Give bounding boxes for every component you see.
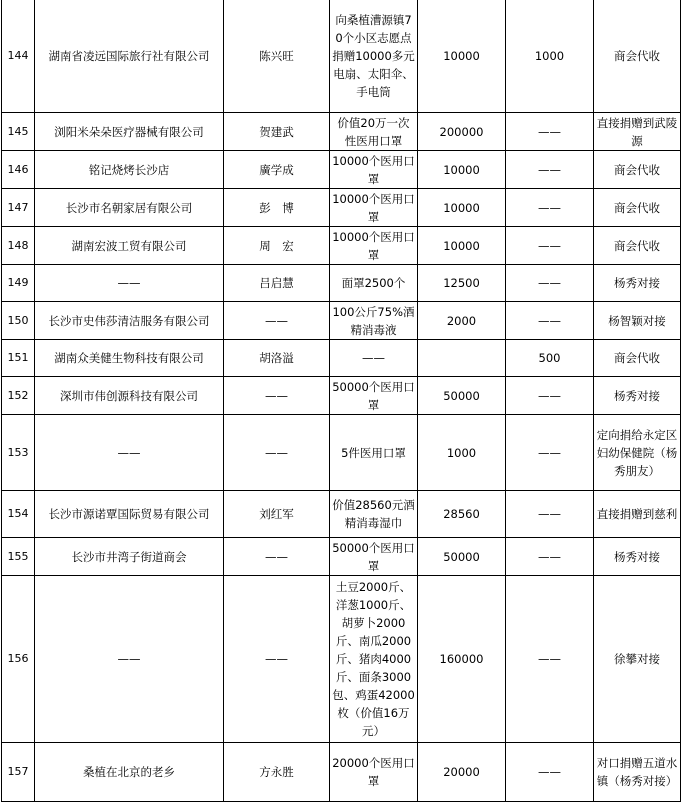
- row-number: 154: [2, 491, 35, 538]
- donated-items: 100公斤75%酒精消毒液: [330, 302, 418, 340]
- table-row: [2, 491, 681, 538]
- table-row: [2, 377, 681, 415]
- cash-amount: ——: [506, 743, 594, 802]
- item-value: 20000: [418, 743, 506, 802]
- cash-amount: ——: [506, 538, 594, 576]
- donated-items: 5件医用口罩: [330, 415, 418, 491]
- item-value: 10000: [418, 0, 506, 113]
- donor-org: 长沙市井湾子街道商会: [35, 538, 224, 576]
- cash-amount: ——: [506, 491, 594, 538]
- remark: 杨秀对接: [594, 265, 681, 302]
- contact-person: ——: [224, 538, 330, 576]
- row-number: 145: [2, 113, 35, 151]
- donated-items: 50000个医用口罩: [330, 538, 418, 576]
- row-number: 148: [2, 227, 35, 265]
- donor-org: 深圳市伟创源科技有限公司: [35, 377, 224, 415]
- item-value: 28560: [418, 491, 506, 538]
- donated-items: 20000个医用口罩: [330, 743, 418, 802]
- contact-person: 吕启慧: [224, 265, 330, 302]
- contact-person: 胡洛溢: [224, 340, 330, 377]
- item-value: 50000: [418, 377, 506, 415]
- table-row: [2, 302, 681, 340]
- row-number: 147: [2, 189, 35, 227]
- row-number: 151: [2, 340, 35, 377]
- donated-items: 10000个医用口罩: [330, 227, 418, 265]
- row-number: 149: [2, 265, 35, 302]
- row-number: 153: [2, 415, 35, 491]
- item-value: 1000: [418, 415, 506, 491]
- donor-org: ——: [35, 265, 224, 302]
- table-row: [2, 415, 681, 491]
- remark: 商会代收: [594, 0, 681, 113]
- contact-person: 陈兴旺: [224, 0, 330, 113]
- contact-person: 贺建武: [224, 113, 330, 151]
- donor-org: 浏阳米朵朵医疗器械有限公司: [35, 113, 224, 151]
- donor-org: 湖南众美健生物科技有限公司: [35, 340, 224, 377]
- table-row: [2, 340, 681, 377]
- item-value: 2000: [418, 302, 506, 340]
- remark: 商会代收: [594, 340, 681, 377]
- remark: 对口捐赠五道水镇（杨秀对接）: [594, 743, 681, 802]
- remark: 商会代收: [594, 227, 681, 265]
- remark: 直接捐赠到慈利: [594, 491, 681, 538]
- donated-items: 50000个医用口罩: [330, 377, 418, 415]
- remark: 直接捐赠到武陵源: [594, 113, 681, 151]
- row-number: 150: [2, 302, 35, 340]
- donor-org: ——: [35, 576, 224, 743]
- cash-amount: ——: [506, 151, 594, 189]
- remark: 商会代收: [594, 189, 681, 227]
- row-number: 152: [2, 377, 35, 415]
- cash-amount: 500: [506, 340, 594, 377]
- item-value: 10000: [418, 189, 506, 227]
- cash-amount: ——: [506, 415, 594, 491]
- cash-amount: ——: [506, 302, 594, 340]
- table-row: [2, 113, 681, 151]
- cash-amount: ——: [506, 576, 594, 743]
- row-number: 146: [2, 151, 35, 189]
- cash-amount: ——: [506, 377, 594, 415]
- cash-amount: ——: [506, 189, 594, 227]
- donated-items: 10000个医用口罩: [330, 189, 418, 227]
- table-row: [2, 227, 681, 265]
- donor-org: 长沙市史伟莎清洁服务有限公司: [35, 302, 224, 340]
- contact-person: 刘红军: [224, 491, 330, 538]
- table-row: [2, 743, 681, 802]
- contact-person: 方永胜: [224, 743, 330, 802]
- remark: 杨智颖对接: [594, 302, 681, 340]
- remark: 商会代收: [594, 151, 681, 189]
- item-value: 10000: [418, 227, 506, 265]
- row-number: 156: [2, 576, 35, 743]
- table-row: [2, 538, 681, 576]
- contact-person: 彭 博: [224, 189, 330, 227]
- contact-person: 廣学成: [224, 151, 330, 189]
- donated-items: 价值20万一次性医用口罩: [330, 113, 418, 151]
- cash-amount: ——: [506, 113, 594, 151]
- item-value: 50000: [418, 538, 506, 576]
- donated-items: 面罩2500个: [330, 265, 418, 302]
- cash-amount: ——: [506, 227, 594, 265]
- item-value: 10000: [418, 151, 506, 189]
- row-number: 144: [2, 0, 35, 113]
- contact-person: ——: [224, 415, 330, 491]
- donated-items: 价值28560元酒精消毒湿巾: [330, 491, 418, 538]
- donated-items: 向桑植漕源镇70个小区志愿点捐赠10000多元电扇、太阳伞、手电筒: [330, 0, 418, 113]
- item-value: [418, 340, 506, 377]
- item-value: 12500: [418, 265, 506, 302]
- donation-table-body: [2, 0, 681, 802]
- remark: 杨秀对接: [594, 377, 681, 415]
- donor-org: ——: [35, 415, 224, 491]
- table-row: [2, 0, 681, 113]
- donated-items: 10000个医用口罩: [330, 151, 418, 189]
- donated-items: 土豆2000斤、洋葱1000斤、胡萝卜2000斤、南瓜2000斤、猪肉4000斤、面条3000包、鸡蛋42000枚（价值16万元）: [330, 576, 418, 743]
- row-number: 155: [2, 538, 35, 576]
- table-row: [2, 189, 681, 227]
- table-row: [2, 576, 681, 743]
- remark: 杨秀对接: [594, 538, 681, 576]
- contact-person: ——: [224, 302, 330, 340]
- table-row: [2, 151, 681, 189]
- donor-org: 铭记烧烤长沙店: [35, 151, 224, 189]
- table-row: [2, 265, 681, 302]
- donor-org: 湖南省凌远国际旅行社有限公司: [35, 0, 224, 113]
- contact-person: ——: [224, 377, 330, 415]
- cash-amount: ——: [506, 265, 594, 302]
- remark: 徐攀对接: [594, 576, 681, 743]
- row-number: 157: [2, 743, 35, 802]
- donor-org: 湖南宏波工贸有限公司: [35, 227, 224, 265]
- donor-org: 长沙市名朝家居有限公司: [35, 189, 224, 227]
- donor-org: 桑植在北京的老乡: [35, 743, 224, 802]
- donation-table: [1, 0, 681, 802]
- donor-org: 长沙市源诺覃国际贸易有限公司: [35, 491, 224, 538]
- donated-items: ——: [330, 340, 418, 377]
- item-value: 160000: [418, 576, 506, 743]
- remark: 定向捐给永定区妇幼保健院（杨秀朋友）: [594, 415, 681, 491]
- cash-amount: 1000: [506, 0, 594, 113]
- contact-person: ——: [224, 576, 330, 743]
- item-value: 200000: [418, 113, 506, 151]
- contact-person: 周 宏: [224, 227, 330, 265]
